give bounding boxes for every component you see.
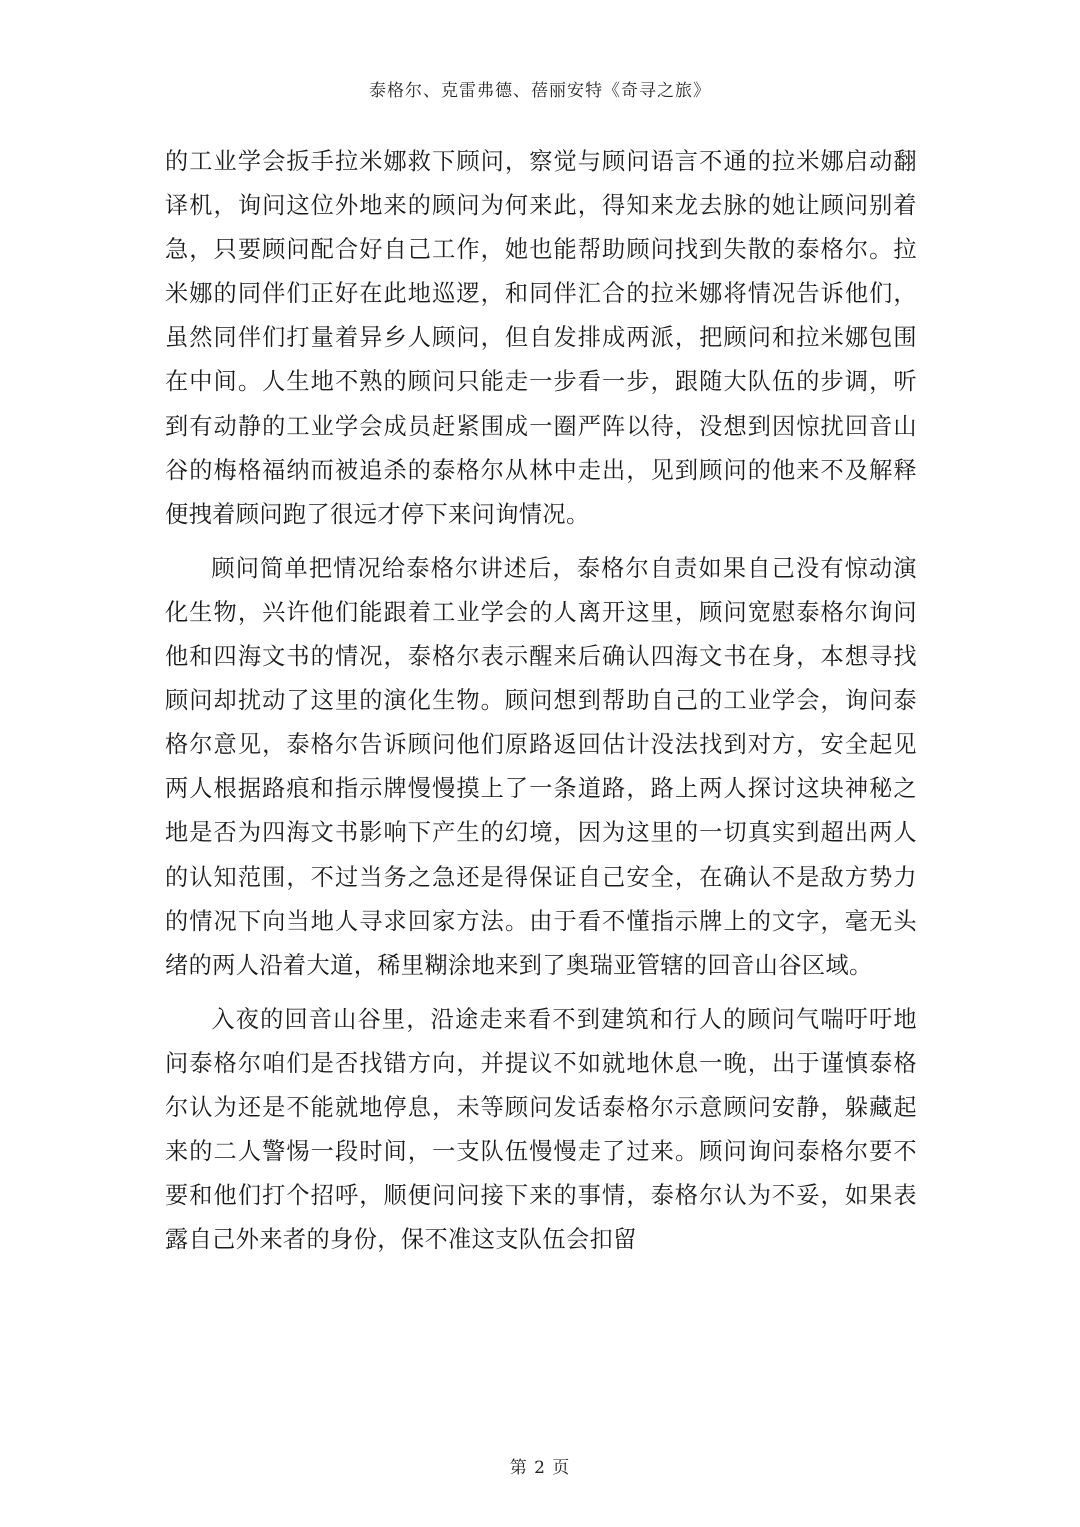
page-number: 第 2 页 — [509, 1458, 571, 1478]
paragraph-1: 的工业学会扳手拉米娜救下顾问，察觉与顾问语言不通的拉米娜启动翻译机，询问这位外地来的顾问为何来此，得知来龙去脉的她让顾问别着急，只要顾问配合好自己工作，她也能帮助顾问找到失散的泰格尔。拉米娜的同伴们正好在此地巡逻，和同伴汇合的拉米娜将情况告诉他们，虽然同伴们打量着异乡人顾问，但自发排成两派，把顾问和拉米娜包围在中间。人生地不熟的顾问只能走一步看一步，跟随大队伍的步调，听到有动静的工业学会成员赶紧围成一圈严阵以待，没想到因惊扰回音山谷的梅格福纳而被追杀的泰格尔从林中走出，见到顾问的他来不及解释便拽着顾问跑了很远才停下来问询情况。 — [165, 148, 917, 528]
running-header-title: 泰格尔、克雷弗德、蓓丽安特《奇寻之旅》 — [369, 81, 711, 101]
body-text — [165, 140, 917, 1262]
paragraph-2: 顾问简单把情况给泰格尔讲述后，泰格尔自责如果自己没有惊动演化生物，兴许他们能跟着工业学会的人离开这里，顾问宽慰泰格尔询问他和四海文书的情况，泰格尔表示醒来后确认四海文书在身，本想寻找顾问却扰动了这里的演化生物。顾问想到帮助自己的工业学会，询问泰格尔意见，泰格尔告诉顾问他们原路返回估计没法找到对方，安全起见两人根据路痕和指示牌慢慢摸上了一条道路，路上两人探讨这块神秘之地是否为四海文书影响下产生的幻境，因为这里的一切真实到超出两人的认知范围，不过当务之急还是得保证自己安全，在确认不是敌方势力的情况下向当地人寻求回家方法。由于看不懂指示牌上的文字，毫无头绪的两人沿着大道，稀里糊涂地来到了奥瑞亚管辖的回音山谷区域。 — [165, 554, 917, 979]
paragraph-3: 入夜的回音山谷里，沿途走来看不到建筑和行人的顾问气喘吁吁地问泰格尔咱们是否找错方向，并提议不如就地休息一晚，出于谨慎泰格尔认为还是不能就地停息，未等顾问发话泰格尔示意顾问安静，躲藏起来的二人警惕一段时间，一支队伍慢慢走了过来。顾问询问泰格尔要不要和他们打个招呼，顺便问问接下来的事情，泰格尔认为不妥，如果表露自己外来者的身份，保不准这支队伍会扣留 — [165, 1005, 917, 1254]
